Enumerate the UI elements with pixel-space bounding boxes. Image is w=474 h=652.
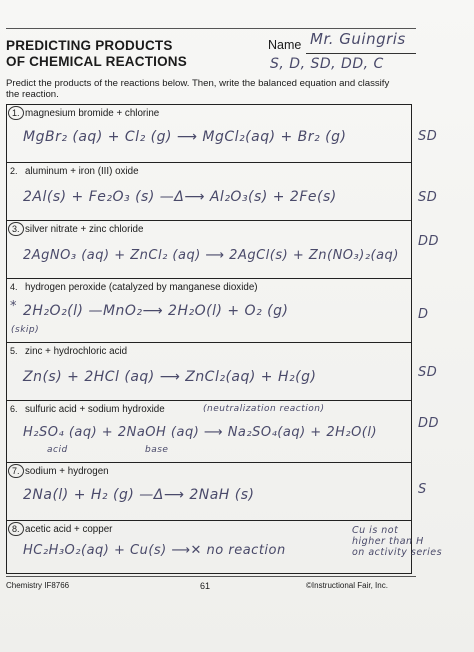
problem-prompt: sulfuric acid + sodium hydroxide (25, 404, 165, 415)
problem-row-3 (7, 221, 411, 279)
problem-equation: 2Al(s) + Fe₂O₃ (s) —Δ⟶ Al₂O₃(s) + 2Fe(s) (23, 189, 337, 205)
problem-row-5 (7, 343, 411, 401)
problem-number: 6. (10, 404, 18, 414)
problem-prompt: acetic acid + copper (25, 524, 113, 535)
problem-number: 4. (10, 282, 18, 292)
acid-label: acid (47, 445, 68, 455)
problem-row-4 (7, 279, 411, 343)
classification-1: SD (418, 129, 438, 144)
problem-equation: 2AgNO₃ (aq) + ZnCl₂ (aq) ⟶ 2AgCl(s) + Zn(NO₃)₂(aq) (23, 248, 399, 263)
problem-equation: Zn(s) + 2HCl (aq) ⟶ ZnCl₂(aq) + H₂(g) (23, 369, 317, 385)
problem-row-6 (7, 401, 411, 463)
problem-table (6, 104, 412, 574)
problem-equation: HC₂H₃O₂(aq) + Cu(s) ⟶✕ no reaction (23, 543, 286, 558)
classification-legend: S, D, SD, DD, C (270, 56, 384, 72)
problem-row-1 (7, 105, 411, 163)
problem-number: 3. (8, 222, 24, 236)
problem-equation: MgBr₂ (aq) + Cl₂ (g) ⟶ MgCl₂(aq) + Br₂ (g) (23, 129, 347, 145)
footer-rule (6, 576, 416, 577)
classification-6: DD (418, 416, 440, 431)
problem-number: 8. (8, 522, 24, 536)
note-line-2: higher than H (352, 536, 424, 547)
problem-number: 7. (8, 464, 24, 478)
problem-row-8 (7, 521, 411, 573)
worksheet-title (6, 38, 187, 70)
neutralization-note: (neutralization reaction) (203, 404, 325, 414)
classification-5: SD (418, 365, 438, 380)
skip-note: (skip) (11, 325, 40, 335)
footer-left: Chemistry IF8766 (6, 581, 70, 590)
problem-prompt: hydrogen peroxide (catalyzed by manganese dioxide) (25, 282, 258, 293)
note-line-1: Cu is not (352, 525, 399, 536)
problem-prompt: magnesium bromide + chlorine (25, 108, 160, 119)
top-rule (6, 28, 416, 29)
problem-equation: 2Na(l) + H₂ (g) —Δ⟶ 2NaH (s) (23, 487, 255, 503)
problem-equation: 2H₂O₂(l) —MnO₂⟶ 2H₂O(l) + O₂ (g) (23, 303, 289, 319)
problem-equation: H₂SO₄ (aq) + 2NaOH (aq) ⟶ Na₂SO₄(aq) + 2H₂O(l) (23, 425, 378, 440)
classification-7: S (418, 482, 427, 497)
problem-row-7 (7, 463, 411, 521)
problem-prompt: silver nitrate + zinc chloride (25, 224, 144, 235)
problem-number: 1. (8, 106, 24, 120)
star-mark: * (10, 299, 17, 314)
problem-prompt: zinc + hydrochloric acid (25, 346, 128, 357)
problem-prompt: sodium + hydrogen (25, 466, 109, 477)
footer-right: ©Instructional Fair, Inc. (306, 581, 388, 590)
classification-3: DD (418, 234, 440, 249)
title-line-2: OF CHEMICAL REACTIONS (6, 54, 187, 69)
page-number: 61 (200, 581, 211, 591)
name-value: Mr. Guingris (310, 30, 406, 48)
note-line-3: on activity series (352, 547, 443, 558)
name-label: Name (268, 38, 302, 52)
classification-4: D (418, 307, 429, 322)
problem-row-2 (7, 163, 411, 221)
name-line (306, 53, 416, 54)
activity-series-note (352, 525, 442, 558)
base-label: base (145, 445, 169, 455)
problem-prompt: aluminum + iron (III) oxide (25, 166, 139, 177)
problem-number: 2. (10, 166, 18, 176)
instructions: Predict the products of the reactions below. Then, write the balanced equation and classify the reaction. (6, 78, 390, 100)
title-line-1: PREDICTING PRODUCTS (6, 38, 173, 53)
classification-2: SD (418, 190, 438, 205)
problem-number: 5. (10, 346, 18, 356)
